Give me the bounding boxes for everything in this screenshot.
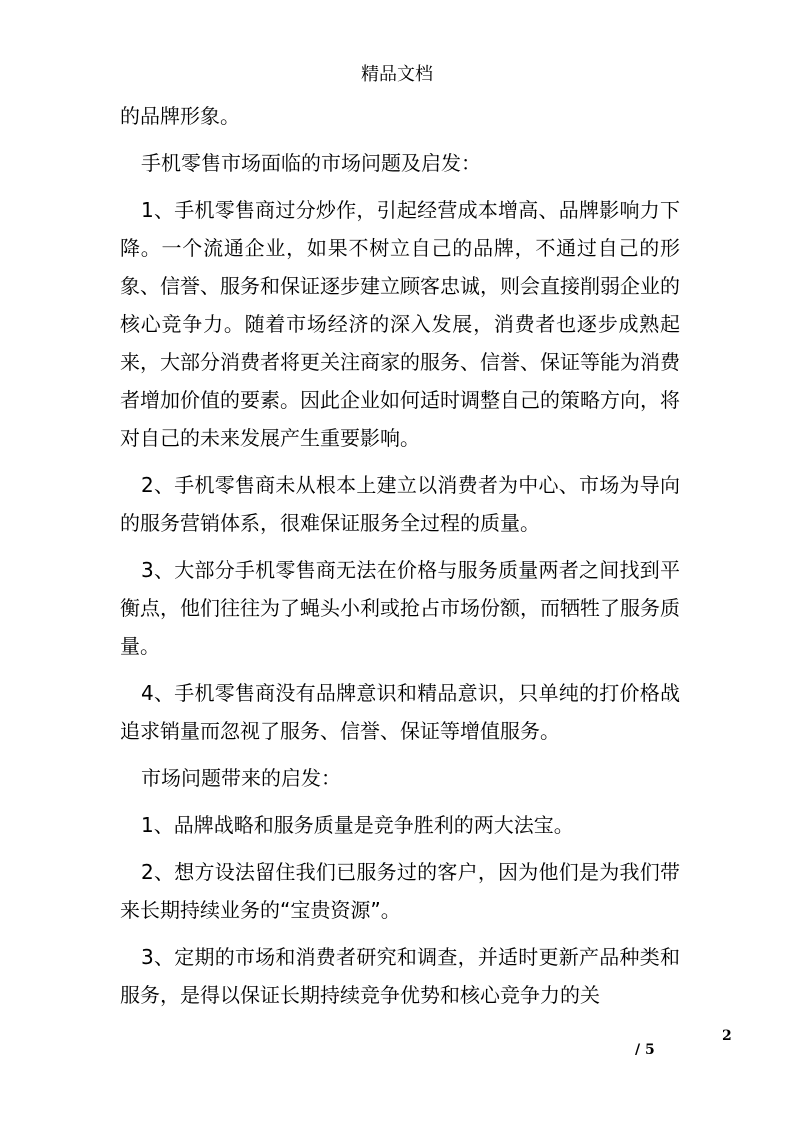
paragraph-8: 1、品牌战略和服务质量是竞争胜利的两大法宝。 <box>141 813 574 837</box>
paragraph-3: 1、手机零售商过分炒作，引起经营成本增高、品牌影响力下降。一个流通企业，如果不树立自己的品牌，不通过自己的形象、信誉、服务和保证逐步建立顾客忠诚，则会直接削弱企业的核心竞争力。随着市场经济的深入发展，消费者也逐步成熟起来，大部分消费者将更关注商家的服务、信誉、保证等能为消费者增加价值的要素。因此企业如何适时调整自己的策略方向，将对自己的未来发展产生重要影响。 <box>120 198 680 450</box>
paragraph-2: 手机零售市场面临的市场问题及启发： <box>141 151 481 175</box>
paragraph-1: 的品牌形象。 <box>120 104 240 128</box>
paragraph-5: 3、大部分手机零售商无法在价格与服务质量两者之间找到平衡点，他们往往为了蝇头小利或抢占市场份额，而牺牲了服务质量。 <box>120 558 680 658</box>
page-header-title: 精品文档 <box>361 64 433 85</box>
paragraph-9: 2、想方设法留住我们已服务过的客户，因为他们是为我们带来长期持续业务的“宝贵资源”。 <box>120 860 680 922</box>
document-body <box>120 97 680 1023</box>
paragraph-7: 市场问题带来的启发： <box>141 766 341 790</box>
paragraph-6: 4、手机零售商没有品牌意识和精品意识，只单纯的打价格战追求销量而忽视了服务、信誉、保证等增值服务。 <box>120 681 680 743</box>
paragraph-4: 2、手机零售商未从根本上建立以消费者为中心、市场为导向的服务营销体系，很难保证服务全过程的质量。 <box>120 473 680 535</box>
page-number: 2 <box>722 1028 732 1044</box>
paragraph-10: 3、定期的市场和消费者研究和调查，并适时更新产品种类和服务，是得以保证长期持续竞争优势和核心竞争力的关 <box>120 945 680 1007</box>
page-total: / 5 <box>635 1042 655 1058</box>
